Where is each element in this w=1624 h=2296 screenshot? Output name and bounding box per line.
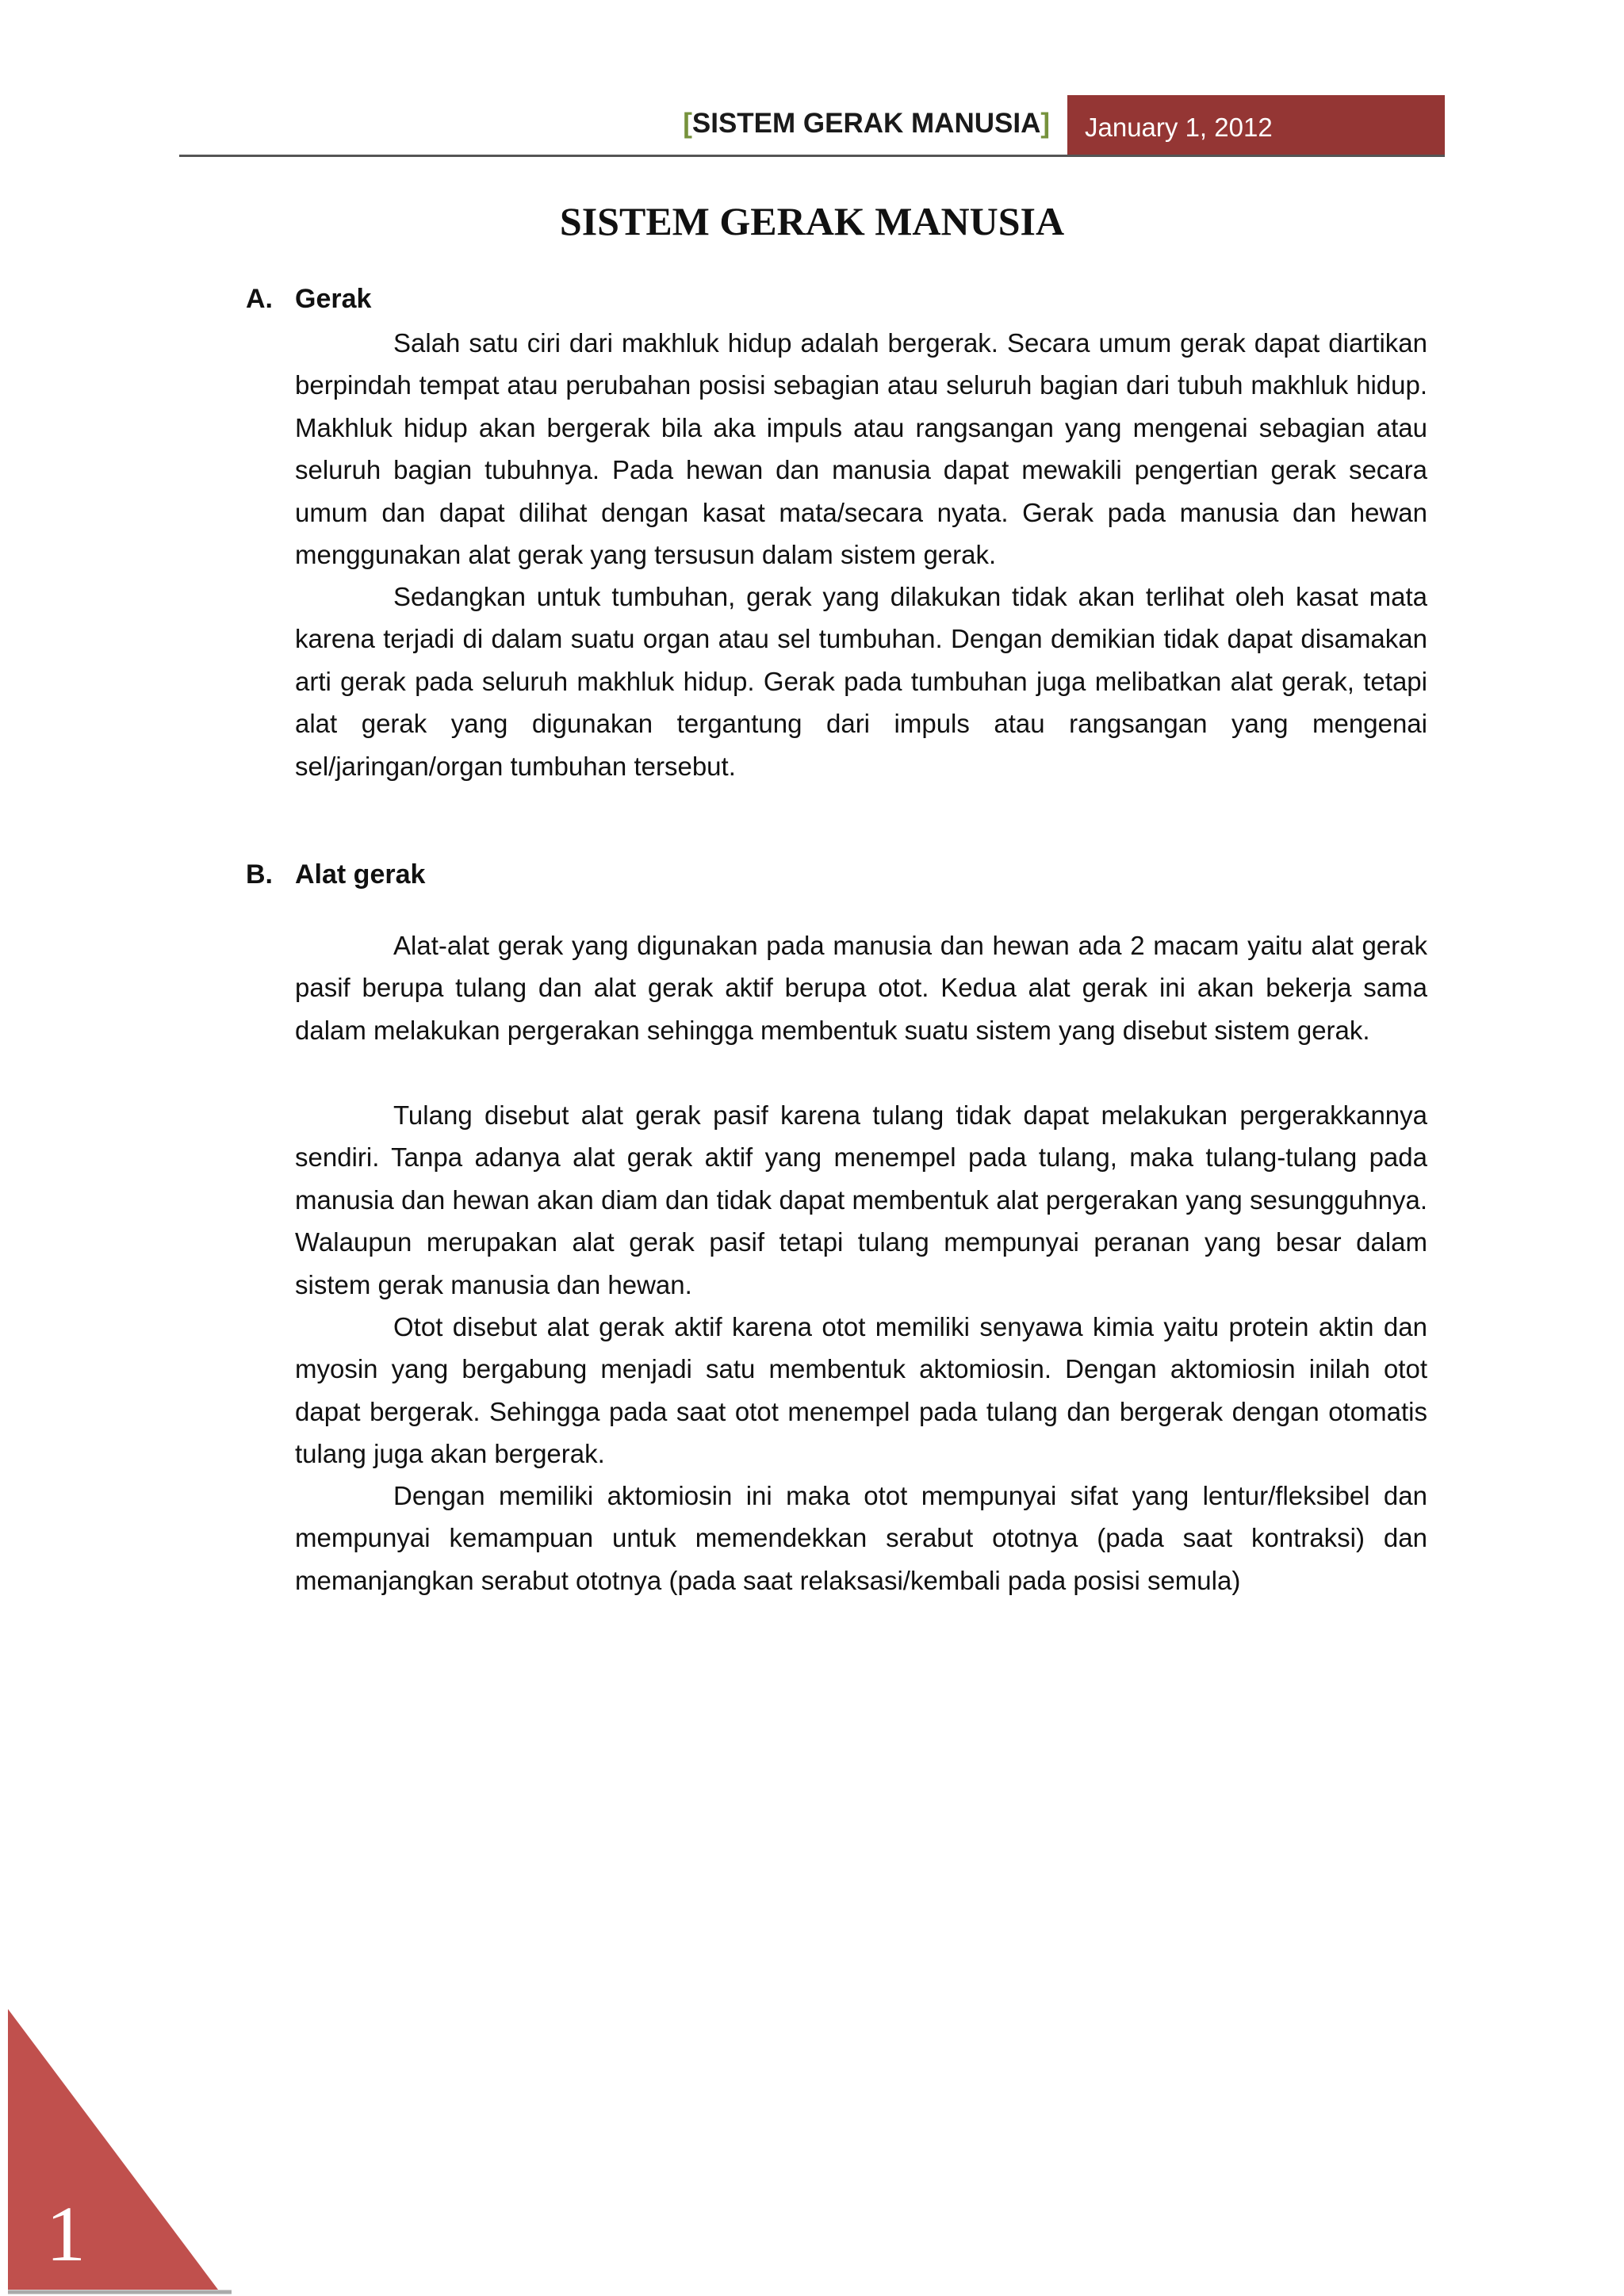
paragraph: Sedangkan untuk tumbuhan, gerak yang dilakukan tidak akan terlihat oleh kasat mata karena terjadi di dalam suatu organ atau sel tumbuhan. Dengan demikian tidak dapat disamakan arti gerak pada seluruh makhluk hidup. Gerak pada tumbuhan juga melibatkan alat gerak, tetapi alat gerak yang digunakan tergantung dari impuls atau rangsangan yang mengenai sel/jaringan/organ tumbuhan tersebut. bbox=[295, 582, 1427, 781]
document-title: SISTEM GERAK MANUSIA bbox=[559, 199, 1065, 243]
section-heading-text: Alat gerak bbox=[295, 859, 426, 890]
header-date-box bbox=[1067, 95, 1445, 157]
header-bracket-close: ] bbox=[1040, 108, 1050, 139]
header-title bbox=[683, 108, 1050, 140]
section-heading-text: Gerak bbox=[295, 284, 372, 314]
paragraph: Dengan memiliki aktomiosin ini maka otot mempunyai sifat yang lentur/fleksibel dan mempunyai kemampuan untuk memendekkan serabut ototnya (pada saat kontraksi) dan memanjangkan serabut ototnya (pada saat relaksasi/kembali pada posisi semula) bbox=[295, 1481, 1427, 1595]
page-corner-triangle bbox=[0, 1998, 238, 2296]
header-title-text: SISTEM GERAK MANUSIA bbox=[691, 108, 1041, 139]
paragraph: Tulang disebut alat gerak pasif karena tulang tidak dapat melakukan pergerakkannya sendiri. Tanpa adanya alat gerak aktif yang menempel pada tulang, maka tulang-tulang pada manusia dan hewan akan diam dan tidak dapat membentuk alat pergerakan yang sesungguhnya. Walaupun merupakan alat gerak pasif tetapi tulang mempunyai peranan yang besar dalam sistem gerak manusia dan hewan. bbox=[295, 1100, 1427, 1299]
header-bracket-open: [ bbox=[683, 108, 692, 139]
paragraph: Alat-alat gerak yang digunakan pada manusia dan hewan ada 2 macam yaitu alat gerak pasif berupa tulang dan alat gerak aktif berupa otot. Kedua alat gerak ini akan bekerja sama dalam melakukan pergerakan sehingga membentuk suatu sistem yang disebut sistem gerak. bbox=[295, 931, 1427, 1045]
section-letter: A. bbox=[246, 284, 273, 314]
section-heading-a bbox=[246, 284, 371, 315]
paragraph: Otot disebut alat gerak aktif karena otot memiliki senyawa kimia yaitu protein aktin dan myosin yang bergabung menjadi satu membentuk aktomiosin. Dengan aktomiosin inilah otot dapat bergerak. Sehingga pada saat otot menempel pada tulang dan bergerak dengan otomatis tulang juga akan bergerak. bbox=[295, 1312, 1427, 1469]
header-divider bbox=[179, 155, 1445, 157]
section-heading-b bbox=[246, 859, 425, 890]
page-header bbox=[179, 95, 1445, 157]
section-letter: B. bbox=[246, 859, 273, 890]
paragraph: Salah satu ciri dari makhluk hidup adalah bergerak. Secara umum gerak dapat diartikan berpindah tempat atau perubahan posisi sebagian atau seluruh bagian dari tubuh makhluk hidup. Makhluk hidup akan bergerak bila aka impuls atau rangsangan yang mengenai sebagian atau seluruh bagian tubuhnya. Pada hewan dan manusia dapat mewakili pengertian gerak secara umum dan dapat dilihat dengan kasat mata/secara nyata. Gerak pada manusia dan hewan menggunakan alat gerak yang tersusun dalam sistem gerak. bbox=[295, 328, 1427, 570]
header-date: January 1, 2012 bbox=[1085, 113, 1273, 142]
page-number: 1 bbox=[46, 2190, 86, 2278]
